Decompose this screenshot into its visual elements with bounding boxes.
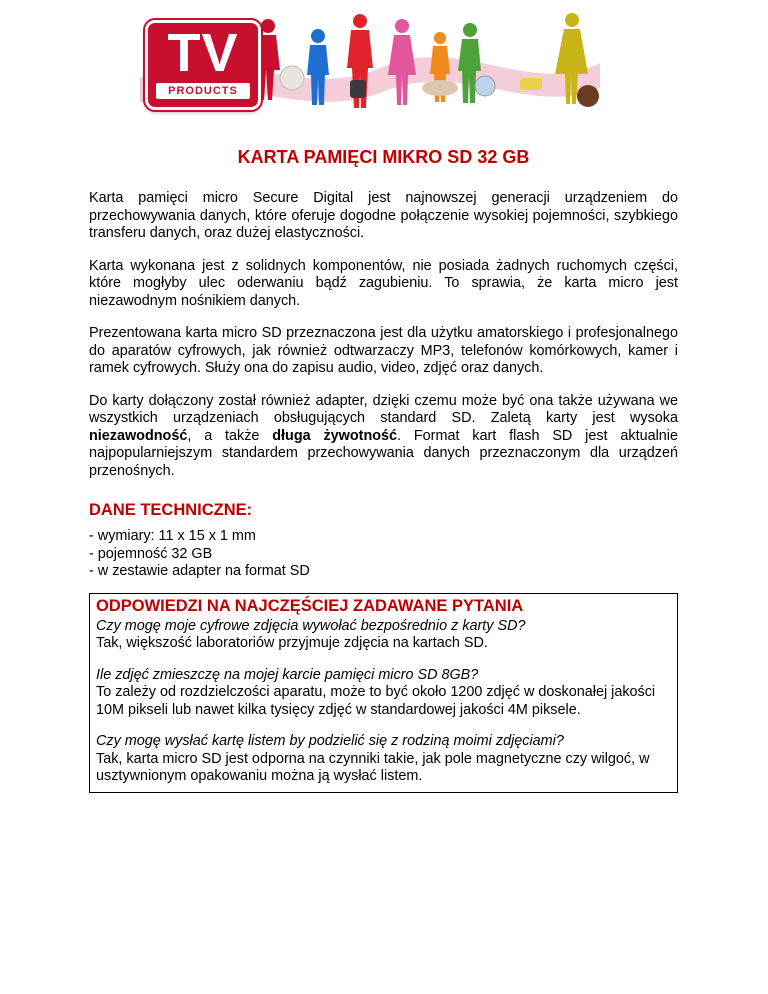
faq-answer: Tak, większość laboratoriów przyjmuje zdjęcia na kartach SD. xyxy=(96,635,488,651)
faq-answer: Tak, karta micro SD jest odporna na czynniki takie, jak pole magnetyczne czy wilgoć, w usztywnionym opakowaniu można ją wysłać listem. xyxy=(96,750,650,784)
faq-question: Czy mogę moje cyfrowe zdjęcia wywołać bezpośrednio z karty SD? xyxy=(96,617,526,634)
paragraph-4 xyxy=(89,393,678,481)
bold-long-life: długa żywotność xyxy=(272,427,398,444)
tv-products-logo xyxy=(145,20,261,110)
paragraph-4-text-2: , a także xyxy=(187,427,273,444)
faq-item xyxy=(96,667,671,720)
logo-products-text: PRODUCTS xyxy=(156,83,250,99)
bold-reliability: niezawodność xyxy=(89,427,188,444)
paragraph-2: Karta wykonana jest z solidnych komponentów, nie posiada żadnych ruchomych części, które mogłyby ulec oderwaniu bądź zagubieniu. To sprawia, że karta micro jest niezawodnym nośnikiem danych. xyxy=(89,257,678,309)
faq-heading: ODPOWIEDZI NA NAJCZĘŚCIEJ ZADAWANE PYTANIA xyxy=(96,596,524,615)
specs-list xyxy=(89,528,678,581)
paragraph-4-text-1: Do karty dołączony został również adapter, dzięki czemu może być ona także używana we wszystkich urządzeniach obsługujących standard SD. Zaletą karty jest wysoka xyxy=(89,392,678,426)
paragraph-1: Karta pamięci micro Secure Digital jest najnowszej generacji urządzeniem do przechowywania danych, które oferuje dogodne połączenie wysokiej pojemności, szybkiego transferu danych, oraz dużej elastyczności. xyxy=(89,190,678,241)
faq-item xyxy=(96,618,671,653)
document-content xyxy=(89,146,678,793)
paragraph-4-text-3: . Format kart flash SD jest aktualnie najpopularniejszym standardem przechowywania danych przeznaczonym dla urządzeń przenośnych. xyxy=(89,427,678,479)
spec-item-capacity: - pojemność 32 GB xyxy=(89,546,678,564)
faq-answer: To zależy od rozdzielczości aparatu, może to być około 1200 zdjęć w doskonałej jakości 10M pikseli lub nawet kilka tysięcy zdjęć w standardowej jakości 4M piksele. xyxy=(96,684,656,718)
faq-item xyxy=(96,733,671,786)
paragraph-3: Prezentowana karta micro SD przeznaczona jest dla użytku amatorskiego i profesjonalnego do aparatów cyfrowych, jak również odtwarzaczy MP3, telefonów komórkowych, kamer i ramek cyfrowych. Służy ona do zapisu audio, video, zdjęć oraz danych. xyxy=(89,325,678,376)
logo-tv-text: TV xyxy=(167,23,239,83)
faq-box xyxy=(89,593,678,793)
spec-item-adapter: - w zestawie adapter na format SD xyxy=(89,563,678,581)
specs-heading: DANE TECHNICZNE: xyxy=(89,501,253,519)
spec-item-dimensions: - wymiary: 11 x 15 x 1 mm xyxy=(89,528,678,546)
document-title: KARTA PAMIĘCI MIKRO SD 32 GB xyxy=(237,147,530,167)
faq-question: Ile zdjęć zmieszczę na mojej karcie pamięci micro SD 8GB? xyxy=(96,666,479,683)
faq-question: Czy mogę wysłać kartę listem by podzielić się z rodziną moimi zdjęciami? xyxy=(96,733,564,749)
